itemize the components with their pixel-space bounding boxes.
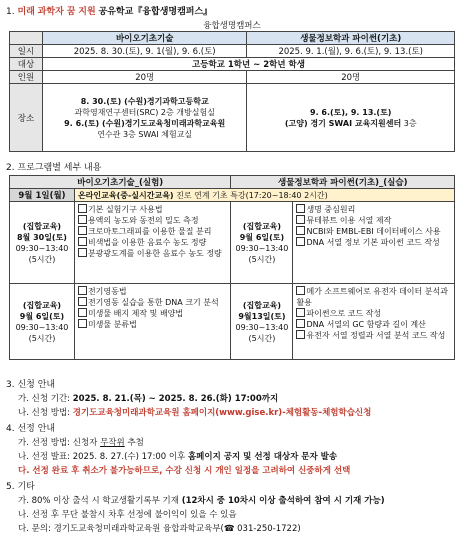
apply-method-label: 나. 신청 방법: [18,408,71,418]
session1-bioinfo-date: 9월 6일(토) [239,232,285,242]
table2-online-row [74,189,454,202]
table1-people-bio: 20명 [42,71,247,84]
table2-bioinfo-session2 [231,284,293,360]
checkbox-icon [296,237,305,246]
list-item-text: DNA 서열 정보 기본 파이썬 코드 작성 [306,238,440,247]
table1-header-bioinfo: 생물정보학과 파이썬(기초) [247,32,455,45]
checkbox-icon [296,215,305,224]
table1-target-value: 고등학교 1학년 ~ 2학년 학생 [42,58,454,71]
list-item-text: 크로마토그래피를 이용한 물질 분리 [87,227,212,236]
list-item [78,319,231,330]
selection-announce [18,450,337,462]
list-item [78,204,231,215]
selection-announce-value: 홈페이지 공지 및 선정 대상자 문자 발송 [187,452,338,462]
record-note-value: (12차시 중 10차시 이상 출석하여 참여 시 기재 가능) [181,496,385,506]
selection-method-tail: 추첨 [127,438,144,448]
session2-bio-time: 09:30~13:40 [15,322,69,332]
table2-header-bioinfo: 생물정보학과 파이썬(기초)_(실습) [231,176,455,189]
table1-label-dates: 일시 [10,45,43,58]
place-bio-line1: 8. 30.(토) (수원)경기과학고등학교 [80,96,209,106]
checkbox-icon [78,286,87,295]
list-item-text: DNA 서열의 GC 함량과 길이 계산 [306,320,426,329]
selection-method-random: 무작위 [100,438,125,448]
checkbox-icon [296,204,305,213]
list-item-text: 미생물 분류법 [87,320,137,329]
table1-label-people: 인원 [10,71,43,84]
session2-bio-hours: (5시간) [28,333,56,343]
checkbox-icon [78,319,87,328]
list-item [78,286,231,297]
apply-period-value: 2025. 8. 21.(목) ~ 2025. 8. 26.(화) 17:00까지 [72,394,279,404]
checkbox-icon [78,308,87,317]
list-item [78,248,231,259]
table1-dates-bioinfo: 2025. 9. 1.(월), 9. 6.(토), 9. 13.(토) [247,45,455,58]
list-item-text: 전기영동법 [87,287,127,296]
list-item [78,215,231,226]
table2-bio-session1-items [74,202,231,284]
session1-bioinfo-type: (집합교육) [242,221,282,231]
session1-bio-hours: (5시간) [28,254,56,264]
checkbox-icon [78,215,87,224]
session2-bio-date: 9월 6일(토) [19,311,65,321]
selection-method-label: 가. 선정 방법: 신청자 [18,438,98,448]
list-item-text: 미생물 배지 제작 및 배양법 [87,309,184,318]
place-bioinfo-floor: 3층 [403,118,417,128]
list-item [78,237,231,248]
list-item [78,226,231,237]
checkbox-icon [296,319,305,328]
online-label: 온라인교육(중-실시간교육) [77,190,174,200]
place-bio-line2: 과학영재연구센터(SRC) 2층 개방실험실 [74,107,215,117]
session1-bioinfo-hours: (5시간) [248,254,276,264]
table2-bio-session2 [10,284,75,360]
checkbox-icon [78,204,87,213]
title-keyword-mirae: 미래 [17,7,35,17]
checkbox-icon [78,248,87,257]
list-item-text: 메가 소프트웨어로 유전자 데이터 분석과 활용 [296,287,448,307]
title-number: 1. [6,7,15,17]
session2-bioinfo-hours: (5시간) [248,333,276,343]
section3-title: 3. 신청 안내 [6,380,56,390]
session1-bio-date: 8월 30일(토) [16,232,67,242]
absence-note: 나. 선정 후 무단 불참시 차후 선정에 불이익이 있을 수 있음 [18,510,237,520]
session1-bio-time: 09:30~13:40 [15,243,69,253]
section2-title: 2. 프로그램별 세부 내용 [6,163,102,173]
checkbox-icon [78,226,87,235]
list-item-text: 기본 실험기구 사용법 [87,205,163,214]
doc-title [6,4,212,17]
list-item-text: 비색법을 이용한 음료수 농도 정량 [87,238,207,247]
title-keyword-support: 지원 [78,7,96,17]
table1-place-bioinfo [247,84,455,152]
list-item-text: 파이썬으로 코드 작성 [306,309,382,318]
place-bioinfo-line1: 9. 6.(토), 9. 13.(토) [310,107,392,117]
table1-label-place: 장소 [10,84,43,152]
list-item [296,330,454,341]
campus-summary-table [9,19,455,152]
selection-warning: 다. 선정 완료 후 취소가 불가능하므로, 수강 신청 시 개인 일정을 고려하여 신중하게 선택 [18,466,351,476]
apply-method [18,406,371,418]
session2-bioinfo-time: 09:30~13:40 [235,322,289,332]
table2-bioinfo-session1-items [293,202,455,284]
table2-bioinfo-session2-items [293,284,455,360]
list-item [296,286,454,308]
apply-period-label: 가. 신청 기간: [18,394,71,404]
checkbox-icon [296,286,305,295]
list-item [296,308,454,319]
selection-method [18,436,144,448]
title-campus: 공유학교『융합생명캠퍼스』 [98,7,213,17]
session1-bioinfo-time: 09:30~13:40 [235,243,289,253]
apply-method-link[interactable]: 경기도교육청미래과학교육원 홈페이지(www.gise.kr)-체험활동-체험학습신청 [72,408,372,418]
place-bio-line4: 연수관 3층 SWAI 체험교실 [97,129,193,139]
record-note-label: 가. 80% 이상 출석 시 학교생활기록부 기재 [18,496,179,506]
checkbox-icon [78,297,87,306]
table1-place-bio [42,84,247,152]
place-bio-line3: 9. 6.(토) (수원)경기도교육청미래과학교육원 [64,118,226,128]
title-keyword-dream: 꿈 [66,7,76,17]
session2-bioinfo-date: 9월13일(토) [238,311,286,321]
table1-people-bioinfo: 20명 [247,71,455,84]
selection-announce-label: 나. 선정 발표: 2025. 8. 27.(수) 17:00 이후 [18,452,186,462]
program-detail-table [9,175,455,360]
checkbox-icon [78,237,87,246]
list-item-text: 용액의 농도와 동전의 밀도 측정 [87,216,199,225]
list-item-text: 유전자 서열 정렬과 서열 분석 코드 작성 [306,331,446,340]
title-keyword-scientist: 과학자 [37,7,64,17]
table2-online-day: 9월 1일(월) [10,189,75,202]
table1-corner [10,32,43,45]
table2-header-bio: 바이오기초기술_(실험) [10,176,231,189]
record-note [18,494,385,506]
list-item-text: 전기영동 실습을 통한 DNA 크기 분석 [87,298,219,307]
online-description: 진로 연계 기초 특강(17:20~18:40 2시간) [176,190,328,200]
list-item [296,215,454,226]
apply-period [18,392,278,404]
list-item [296,319,454,330]
session2-bioinfo-type: (집합교육) [242,300,282,310]
table1-dates-bio: 2025. 8. 30.(토), 9. 1(월), 9. 6.(토) [42,45,247,58]
table2-bio-session1 [10,202,75,284]
place-bioinfo-line2: (고양) 경기 SWAI 교육지원센터 [284,118,402,128]
table1-header-bio: 바이오기초기술 [42,32,247,45]
list-item [296,204,454,215]
session1-bio-type: (집합교육) [22,221,62,231]
table2-bio-session2-items [74,284,231,360]
checkbox-icon [296,308,305,317]
list-item-text: 생명 중심원리 [306,205,356,214]
list-item [296,226,454,237]
table1-label-target: 대상 [10,58,43,71]
session2-bio-type: (집합교육) [22,300,62,310]
list-item [296,237,454,248]
list-item-text: 뮤테뷰트 이용 서열 제작 [306,216,392,225]
table1-caption: 융합생명캠퍼스 [203,21,261,31]
section4-title: 4. 선정 안내 [6,424,56,434]
checkbox-icon [296,330,305,339]
contact-note: 다. 문의: 경기도교육청미래과학교육원 융합과학교육부(☎ 031-250-1722) [18,524,301,534]
list-item [78,297,231,308]
list-item-text: 분광광도계를 이용한 음료수 농도 정량 [87,249,222,258]
checkbox-icon [296,226,305,235]
list-item-text: NCBI와 EMBL-EBI 데이터베이스 사용 [306,227,441,236]
section5-title: 5. 기타 [6,482,35,492]
list-item [78,308,231,319]
table2-bioinfo-session1 [231,202,293,284]
